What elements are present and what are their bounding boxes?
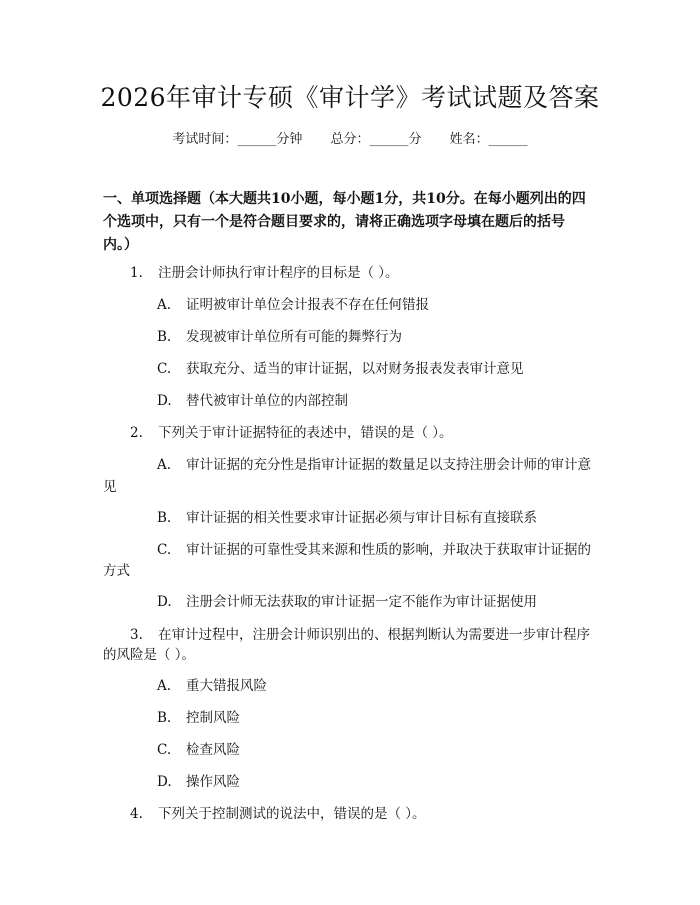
option-key: A.	[157, 678, 172, 694]
option-3a	[157, 676, 267, 696]
question-text: 下列关于控制测试的说法中，错误的是（ ）。	[158, 806, 426, 822]
section-heading-line: 个选项中，只有一个是符合题目要求的，请将正确选项字母填在题后的括号	[103, 214, 565, 230]
total-score-label: 总分：______分	[330, 132, 422, 147]
question-4	[130, 804, 426, 824]
option-key: C.	[157, 361, 172, 377]
option-key: D.	[157, 774, 172, 790]
option-key: C.	[157, 542, 172, 558]
question-1	[130, 263, 399, 283]
option-key: D.	[157, 393, 172, 409]
option-1a	[157, 295, 429, 315]
option-2b	[157, 508, 537, 528]
option-text: 操作风险	[186, 774, 240, 790]
option-1d	[157, 391, 348, 411]
option-key: A.	[157, 297, 172, 313]
question-number: 3.	[130, 627, 143, 643]
option-text: 注册会计师无法获取的审计证据一定不能作为审计证据使用	[186, 594, 537, 610]
option-text: 重大错报风险	[186, 678, 267, 694]
option-text: 审计证据的可靠性受其来源和性质的影响，并取决于获取审计证据的	[186, 542, 591, 558]
option-text: 发现被审计单位所有可能的舞弊行为	[186, 329, 402, 345]
option-key: B.	[157, 710, 172, 726]
question-number: 2.	[130, 425, 143, 441]
question-3	[130, 625, 590, 645]
section-heading	[103, 188, 603, 257]
question-text: 下列关于审计证据特征的表述中，错误的是（ ）。	[158, 425, 453, 441]
option-text: 证明被审计单位会计报表不存在任何错报	[186, 297, 429, 313]
question-text: 在审计过程中，注册会计师识别出的、根据判断认为需要进一步审计程序	[158, 627, 590, 643]
name-label: 姓名：______	[449, 132, 528, 147]
option-3b	[157, 708, 240, 728]
option-3d	[157, 772, 240, 792]
option-text: 审计证据的充分性是指审计证据的数量足以支持注册会计师的审计意	[186, 457, 591, 473]
page-title: 2026年审计专硕《审计学》考试试题及答案	[100, 83, 600, 112]
question-3-continuation: 的风险是（ ）。	[103, 647, 196, 663]
option-key: D.	[157, 594, 172, 610]
option-text: 审计证据的相关性要求审计证据必须与审计目标有直接联系	[186, 510, 537, 526]
question-number: 4.	[130, 806, 143, 822]
question-text: 注册会计师执行审计程序的目标是（ ）。	[158, 265, 399, 281]
section-heading-line: 内。）	[103, 237, 138, 253]
option-text: 替代被审计单位的内部控制	[186, 393, 348, 409]
option-1b	[157, 327, 402, 347]
option-text: 控制风险	[186, 710, 240, 726]
option-3c	[157, 740, 240, 760]
option-2d	[157, 592, 537, 612]
option-2c	[157, 540, 591, 560]
option-text: 检查风险	[186, 742, 240, 758]
question-2	[130, 423, 453, 443]
option-2c-continuation: 方式	[103, 563, 130, 579]
question-number: 1.	[130, 265, 143, 281]
option-key: A.	[157, 457, 172, 473]
option-1c	[157, 359, 524, 379]
section-heading-line: 一、单项选择题（本大题共10小题，每小题1分，共10分。在每小题列出的四	[103, 191, 586, 207]
option-2a	[157, 455, 591, 475]
option-key: C.	[157, 742, 172, 758]
exam-time-label: 考试时间：______分钟	[172, 132, 303, 147]
option-text: 获取充分、适当的审计证据，以对财务报表发表审计意见	[186, 361, 524, 377]
option-key: B.	[157, 510, 172, 526]
option-2a-continuation: 见	[103, 479, 117, 495]
exam-meta	[0, 130, 700, 150]
option-key: B.	[157, 329, 172, 345]
